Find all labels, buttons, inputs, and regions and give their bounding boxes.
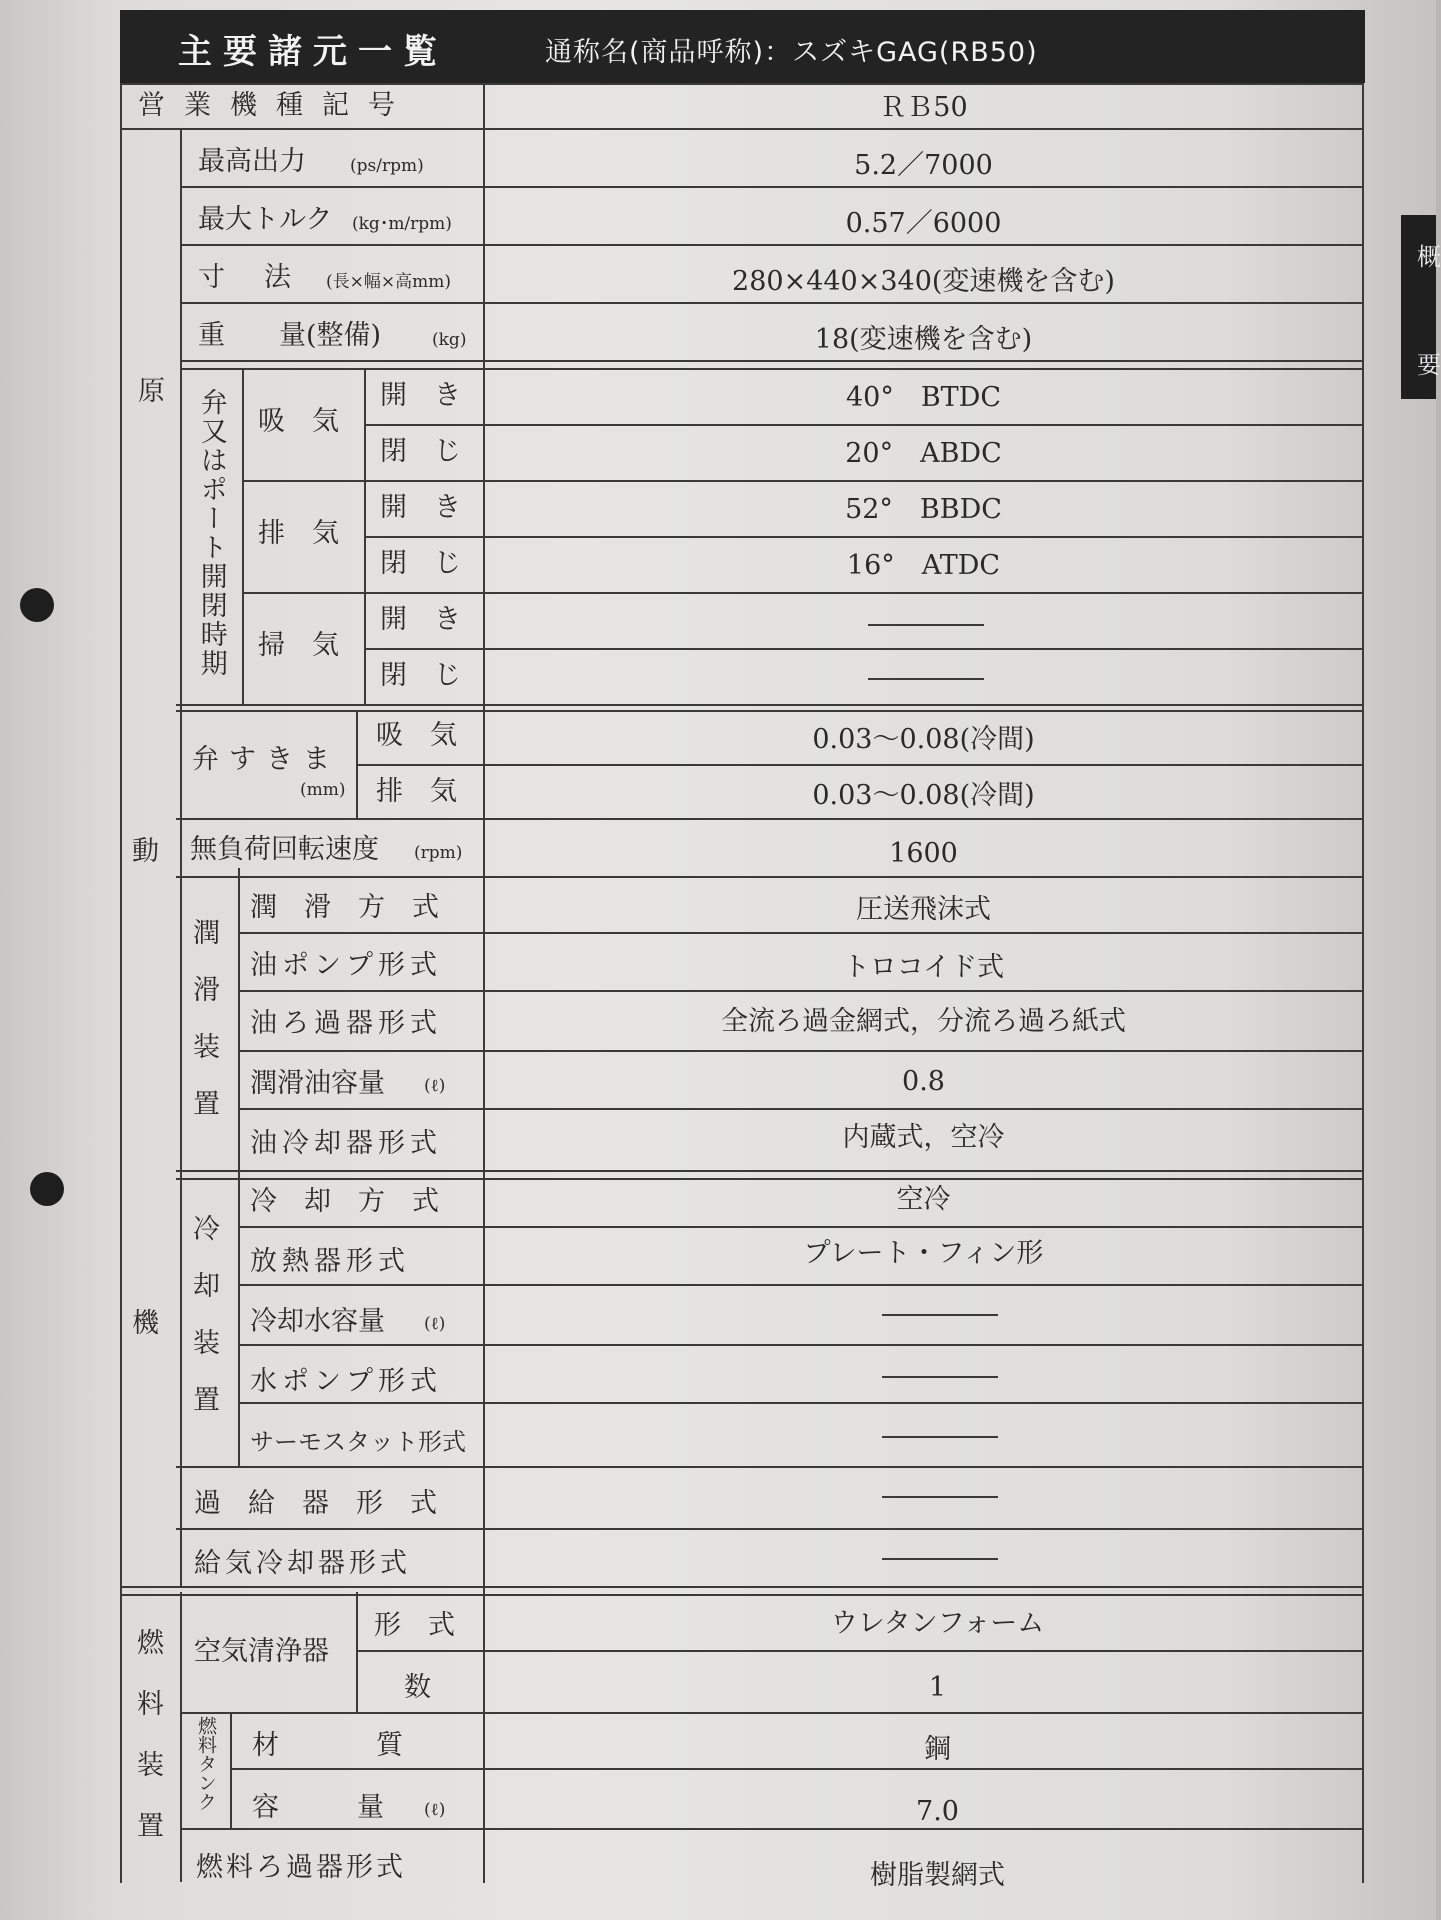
intake-open-value: 40° BTDC — [845, 382, 1001, 413]
dimensions-label: 寸 法 — [198, 262, 297, 293]
idle-unit: (rpm) — [414, 843, 463, 863]
lub-method-value: 圧送飛沫式 — [856, 894, 991, 925]
valve-timing-label: 弁又はポート開閉時期 — [195, 388, 227, 678]
weight-unit: (kg) — [432, 330, 467, 350]
clearance-intake-value: 0.03～0.08(冷間) — [812, 724, 1035, 755]
max-torque-value: 0.57／6000 — [845, 208, 1002, 239]
tank-capacity-unit: (ℓ) — [424, 1800, 446, 1820]
cooling-label: 冷却装置 — [188, 1214, 219, 1442]
page-subtitle: 通称名(商品呼称)：スズキGAG(RB50) — [545, 37, 1038, 68]
cool-method-label: 冷 却 方 式 — [250, 1186, 439, 1217]
intake-open-label: 開 き — [380, 380, 461, 411]
oil-capacity-unit: (ℓ) — [424, 1076, 446, 1096]
valve-clearance-unit: (mm) — [300, 780, 346, 800]
engine-group-char: 動 — [132, 836, 159, 867]
tank-material-label: 材 質 — [252, 1730, 407, 1761]
side-tab-char: 要 — [1417, 351, 1441, 379]
air-count-label: 数 — [404, 1672, 431, 1703]
supercharger-empty — [882, 1496, 998, 1498]
intake-close-value: 20° ABDC — [845, 438, 1002, 469]
oil-pump-value: トロコイド式 — [842, 952, 1005, 983]
exhaust-close-label: 閉 じ — [380, 548, 461, 579]
intercooler-label: 給気冷却器形式 — [194, 1548, 411, 1579]
dimensions-unit: (長×幅×高mm) — [326, 272, 451, 292]
scavenge-open-empty — [868, 624, 984, 626]
intake-label: 吸 気 — [258, 406, 339, 437]
max-output-unit: (ps/rpm) — [350, 156, 424, 176]
oil-cooler-value: 内蔵式，空冷 — [842, 1122, 1005, 1153]
coolant-empty — [882, 1314, 998, 1316]
page-title: 主要諸元一覧 — [178, 32, 448, 72]
oil-pump-label: 油ポンプ形式 — [250, 950, 442, 981]
fuel-filter-value: 樹脂製網式 — [870, 1860, 1005, 1891]
engine-group-char: 原 — [138, 376, 165, 407]
oil-filter-value: 全流ろ過金網式，分流ろ過ろ紙式 — [721, 1006, 1126, 1037]
side-tab-char: 概 — [1417, 243, 1441, 271]
scavenge-label: 掃 気 — [258, 630, 339, 661]
radiator-label: 放熱器形式 — [250, 1246, 410, 1277]
air-type-label: 形 式 — [374, 1610, 455, 1641]
fuel-tank-label: 燃料タンク — [195, 1716, 217, 1811]
weight-value: 18(変速機を含む) — [814, 324, 1033, 355]
cool-method-value: 空冷 — [896, 1184, 951, 1215]
air-cleaner-label: 空気清浄器 — [194, 1636, 329, 1667]
max-output-value: 5.2／7000 — [854, 150, 993, 181]
model-code-value: ＲＢ50 — [879, 92, 968, 123]
exhaust-label: 排 気 — [258, 518, 339, 549]
water-pump-empty — [882, 1376, 998, 1378]
scavenge-open-label: 開 き — [380, 604, 461, 635]
exhaust-open-label: 開 き — [380, 492, 461, 523]
fuel-filter-label: 燃料ろ過器形式 — [196, 1852, 406, 1883]
supercharger-label: 過 給 器 形 式 — [194, 1488, 437, 1519]
max-torque-unit: (kg･m/rpm) — [352, 214, 452, 234]
scavenge-close-label: 閉 じ — [380, 660, 461, 691]
valve-clearance-label: 弁すきま — [192, 744, 340, 775]
exhaust-open-value: 52° BBDC — [845, 494, 1002, 525]
lub-method-label: 潤 滑 方 式 — [250, 892, 439, 923]
oil-capacity-value: 0.8 — [902, 1066, 945, 1097]
exhaust-close-value: 16° ATDC — [846, 550, 1001, 581]
thermostat-empty — [882, 1436, 998, 1438]
intercooler-empty — [882, 1558, 998, 1560]
radiator-value: プレート・フィン形 — [803, 1238, 1044, 1269]
max-torque-label: 最大トルク — [198, 204, 333, 235]
oil-filter-label: 油ろ過器形式 — [250, 1008, 442, 1039]
scavenge-close-empty — [868, 678, 984, 680]
oil-cooler-label: 油冷却器形式 — [250, 1128, 442, 1159]
air-type-value: ウレタンフォーム — [830, 1608, 1045, 1639]
thermostat-label: サーモスタット形式 — [250, 1428, 466, 1456]
intake-close-label: 閉 じ — [380, 436, 461, 467]
coolant-label: 冷却水容量 — [250, 1306, 385, 1337]
tank-capacity-value: 7.0 — [916, 1796, 959, 1827]
tank-capacity-label: 容 量 — [252, 1792, 392, 1823]
weight-label: 重 量(整備) — [198, 320, 382, 351]
air-count-value: 1 — [928, 1672, 947, 1703]
model-code-label: 営業機種記号 — [138, 90, 414, 121]
lubrication-label: 潤滑装置 — [188, 918, 219, 1146]
idle-value: 1600 — [889, 838, 958, 869]
water-pump-label: 水ポンプ形式 — [250, 1366, 442, 1397]
clearance-exhaust-label: 排 気 — [376, 776, 457, 807]
dimensions-value: 280×440×340(変速機を含む) — [732, 266, 1115, 297]
clearance-exhaust-value: 0.03～0.08(冷間) — [812, 780, 1035, 811]
max-output-label: 最高出力 — [198, 146, 306, 177]
idle-label: 無負荷回転速度 — [190, 834, 379, 865]
coolant-unit: (ℓ) — [424, 1314, 446, 1334]
fuel-label: 燃料装置 — [132, 1628, 163, 1872]
oil-capacity-label: 潤滑油容量 — [250, 1068, 385, 1099]
clearance-intake-label: 吸 気 — [376, 720, 457, 751]
tank-material-value: 鋼 — [924, 1734, 951, 1765]
engine-group-char: 機 — [132, 1308, 159, 1339]
